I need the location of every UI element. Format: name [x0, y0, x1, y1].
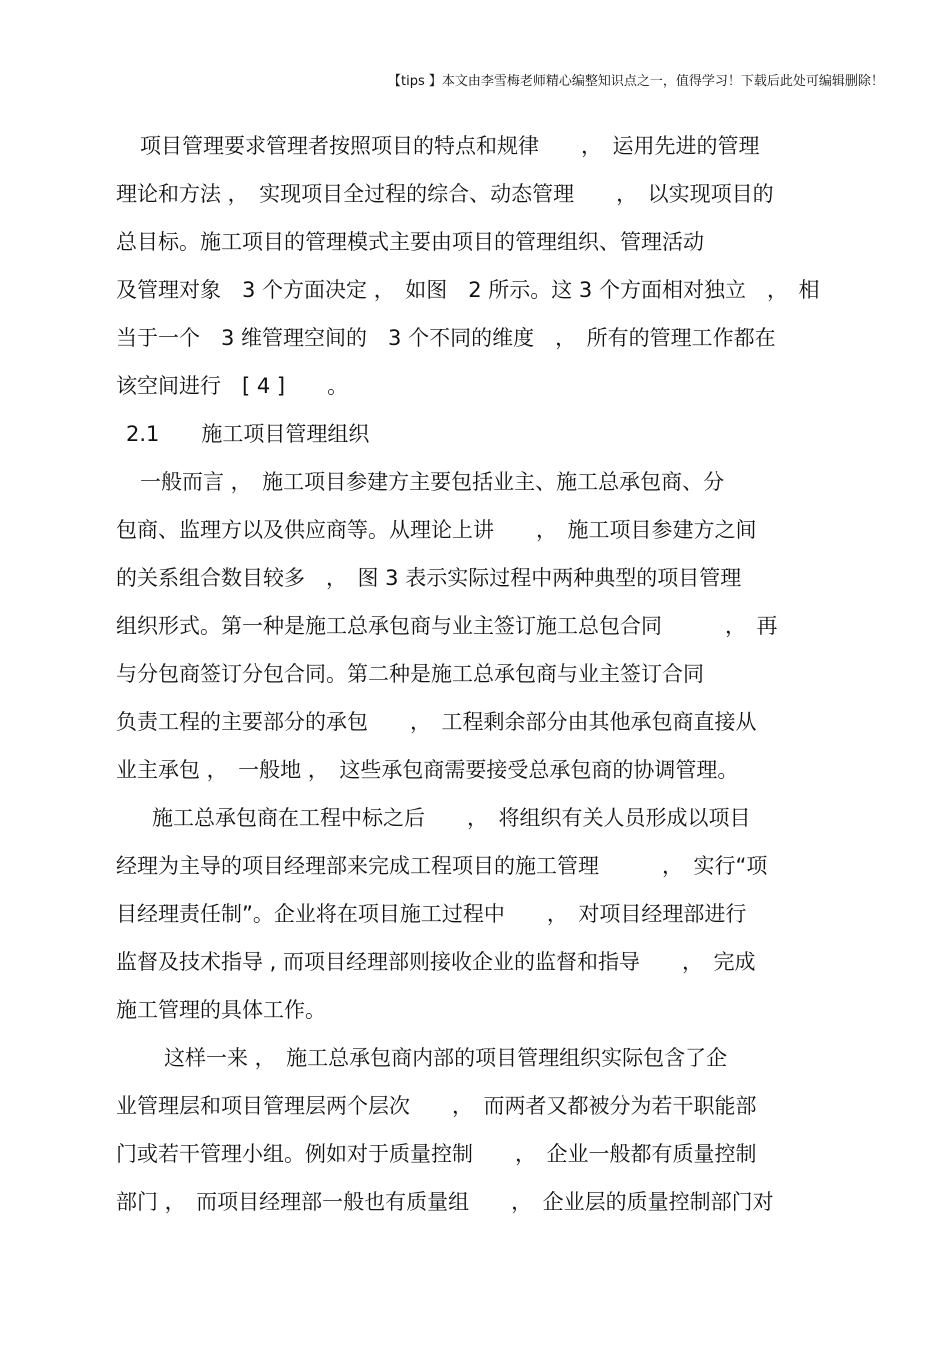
- paragraph-1-line-2: 理论和方法 ， 实现项目全过程的综合、动态管理 ， 以实现项目的: [116, 182, 774, 206]
- paragraph-2-line-6: 负责工程的主要部分的承包 ， 工程剩余部分由其他承包商直接从: [116, 710, 757, 734]
- paragraph-3-line-1: 施工总承包商在工程中标之后 ， 将组织有关人员形成以项目: [152, 806, 751, 830]
- paragraph-4-line-2: 业管理层和项目管理层两个层次 ， 而两者又都被分为若干职能部: [116, 1094, 757, 1118]
- paragraph-3-line-3: 目经理责任制”。企业将在项目施工过程中 ， 对项目经理部进行: [116, 902, 747, 926]
- paragraph-3-line-4: 监督及技术指导 , 而项目经理部则接收企业的监督和指导 ， 完成: [116, 950, 756, 974]
- paragraph-1-line-5: 当于一个 3 维管理空间的 3 个不同的维度 ， 所有的管理工作都在: [116, 326, 776, 350]
- section-heading-2-1: 2.1 施工项目管理组织: [126, 422, 370, 446]
- paragraph-2-line-4: 组织形式。第一种是施工总承包商与业主签订施工总包合同 ， 再: [116, 614, 778, 638]
- paragraph-1-line-4: 及管理对象 3 个方面决定 ， 如图 2 所示。这 3 个方面相对独立 ， 相: [116, 278, 820, 302]
- paragraph-1-line-1: 项目管理要求管理者按照项目的特点和规律 ， 运用先进的管理: [140, 134, 760, 158]
- paragraph-4-line-1: 这样一来 ， 施工总承包商内部的项目管理组织实际包含了企: [164, 1046, 728, 1070]
- paragraph-1-line-6: 该空间进行 [ 4 ] 。: [116, 374, 349, 398]
- paragraph-4-line-3: 门或若干管理小组。例如对于质量控制 ， 企业一般都有质量控制: [116, 1142, 757, 1166]
- paragraph-2-line-1: 一般而言 ， 施工项目参建方主要包括业主、施工总承包商、分: [140, 470, 725, 494]
- paragraph-2-line-3: 的关系组合数目较多 ， 图 3 表示实际过程中两种典型的项目管理: [116, 566, 742, 590]
- paragraph-2-line-7: 业主承包 ， 一般地 ， 这些承包商需要接受总承包商的协调管理。: [116, 758, 739, 782]
- paragraph-3-line-2: 经理为主导的项目经理部来完成工程项目的施工管理 ， 实行“项: [116, 854, 768, 878]
- tips-header: 【tips 】本文由李雪梅老师精心编整知识点之一，值得学习！下载后此处可编辑删除！: [388, 74, 884, 89]
- paragraph-2-line-2: 包商、监理方以及供应商等。从理论上讲 ， 施工项目参建方之间: [116, 518, 757, 542]
- paragraph-4-line-4: 部门 ， 而项目经理部一般也有质量组 ， 企业层的质量控制部门对: [116, 1190, 774, 1214]
- paragraph-1-line-3: 总目标。施工项目的管理模式主要由项目的管理组织、管理活动: [116, 230, 704, 254]
- paragraph-2-line-5: 与分包商签订分包合同。第二种是施工总承包商与业主签订合同: [116, 662, 704, 686]
- paragraph-3-line-5: 施工管理的具体工作。: [116, 998, 326, 1022]
